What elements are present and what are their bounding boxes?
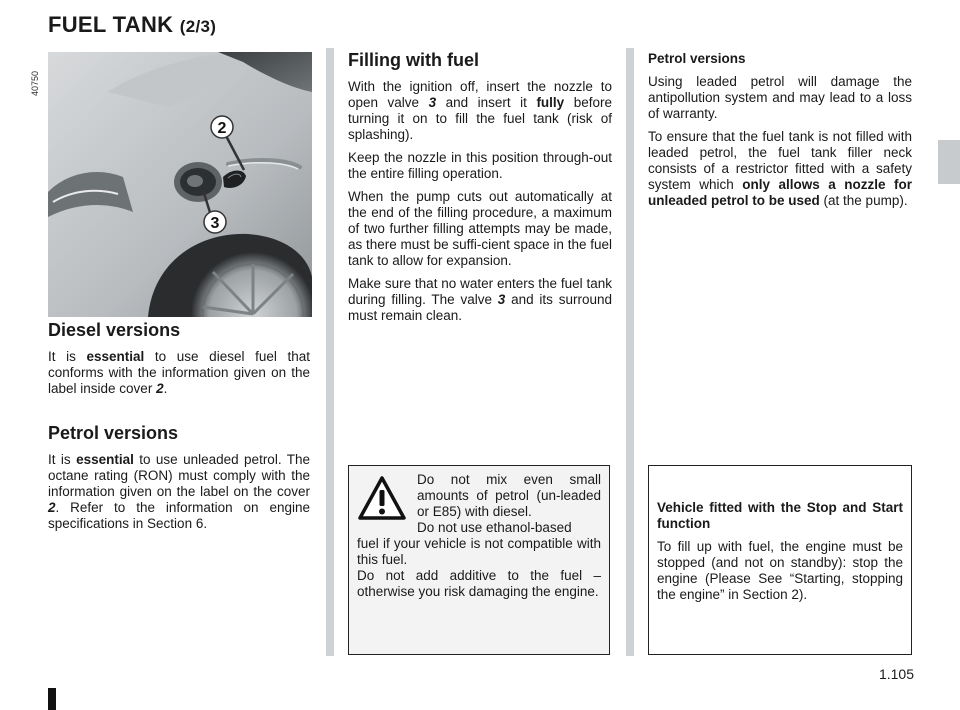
petrol-heading-left: Petrol versions (48, 423, 179, 443)
bold-run: only allows a nozzle for unleaded petrol to be used (648, 177, 912, 208)
text-run: . Refer to the information on engine specifications in Section 6. (48, 500, 310, 531)
page-title-suffix: (2/3) (179, 17, 217, 36)
text-run: . (163, 381, 168, 396)
text-run: Make sure that no water enters the fuel tank during filling. The valve (348, 276, 612, 307)
text-run: With the ignition off, insert the nozzle to open valve (348, 79, 612, 110)
page-title (48, 12, 216, 38)
warning-line-2-rest: fuel if your vehicle is not compatible with this fuel. (357, 536, 601, 567)
text-run: and its surround must remain clean. (348, 292, 612, 323)
fuel-filler-photo (48, 52, 312, 317)
text-run: It is (48, 452, 77, 467)
stop-start-heading: Vehicle fitted with the Stop and Start function (657, 500, 903, 531)
text-run: to use diesel fuel that conforms with the information given on the label inside cover (48, 349, 310, 396)
filling-paragraph-4 (348, 276, 612, 324)
filling-paragraph-2: Keep the nozzle in this position through-out the entire filling operation. (348, 150, 612, 181)
photo-code: 40750 (30, 70, 40, 96)
bold-run: essential (76, 452, 134, 467)
car-illustration (48, 52, 312, 317)
petrol-right-paragraph-1: Using leaded petrol will damage the antipollution system and may lead to a loss of warranty. (648, 74, 912, 121)
diesel-heading: Diesel versions (48, 320, 181, 340)
page-number: 1.105 (878, 666, 914, 682)
petrol-info-right (648, 51, 912, 216)
column-divider-left (326, 48, 334, 656)
text-run: and insert it (436, 95, 537, 110)
petrol-paragraph-left (48, 452, 310, 539)
stop-start-info-box (648, 465, 912, 655)
diesel-paragraph (48, 349, 310, 404)
warning-line-1: Do not mix even small amounts of petrol (un-leaded or E85) with diesel. (417, 472, 601, 519)
callout-3: 3 (210, 215, 220, 232)
bold-run: fully (536, 95, 565, 110)
reference-3: 3 (428, 95, 437, 110)
warning-line-3: Do not add additive to the fuel – otherwise you risk damaging the engine. (357, 568, 601, 599)
warning-text (357, 472, 601, 600)
section-side-tab (938, 140, 960, 184)
reference-2: 2 (48, 500, 56, 515)
corner-mark (48, 688, 56, 710)
reference-2: 2 (156, 381, 164, 396)
callout-2: 2 (217, 120, 227, 137)
stop-start-text (657, 500, 903, 610)
text-run: to use unleaded petrol. The octane rating (RON) must comply with the information given on the label on the cover (48, 452, 310, 499)
petrol-right-paragraph-2 (648, 129, 912, 209)
petrol-heading-right: Petrol versions (648, 51, 746, 66)
bold-run: essential (86, 349, 145, 364)
text-run: before turning it on to fill the fuel tank (risk of splashing). (348, 95, 612, 142)
column-divider-right (626, 48, 634, 656)
text-run: (at the pump). (819, 193, 908, 208)
text-run: It is (48, 349, 87, 364)
warning-line-2-indent: Do not use ethanol-based (417, 520, 572, 535)
text-run: To ensure that the fuel tank is not filled with leaded petrol, the fuel tank filler neck consists of a restrictor fitted with a safety system which (648, 129, 912, 192)
page-title-text: FUEL TANK (48, 12, 174, 37)
warning-box (348, 465, 610, 655)
stop-start-paragraph: To fill up with fuel, the engine must be stopped (and not on standby): stop the engine (Please See “Starting, stopping the engine” in Section 2). (657, 539, 903, 602)
filling-paragraph-3: When the pump cuts out automatically at the end of the filling procedure, a maximum of two further filling attempts may be made, as there must be suffi-cient space in the fuel tank to allow for expansion. (348, 189, 612, 268)
filling-paragraph-1 (348, 79, 612, 143)
filling-heading: Filling with fuel (348, 50, 479, 70)
filling-text (348, 79, 612, 331)
reference-3: 3 (497, 292, 506, 307)
